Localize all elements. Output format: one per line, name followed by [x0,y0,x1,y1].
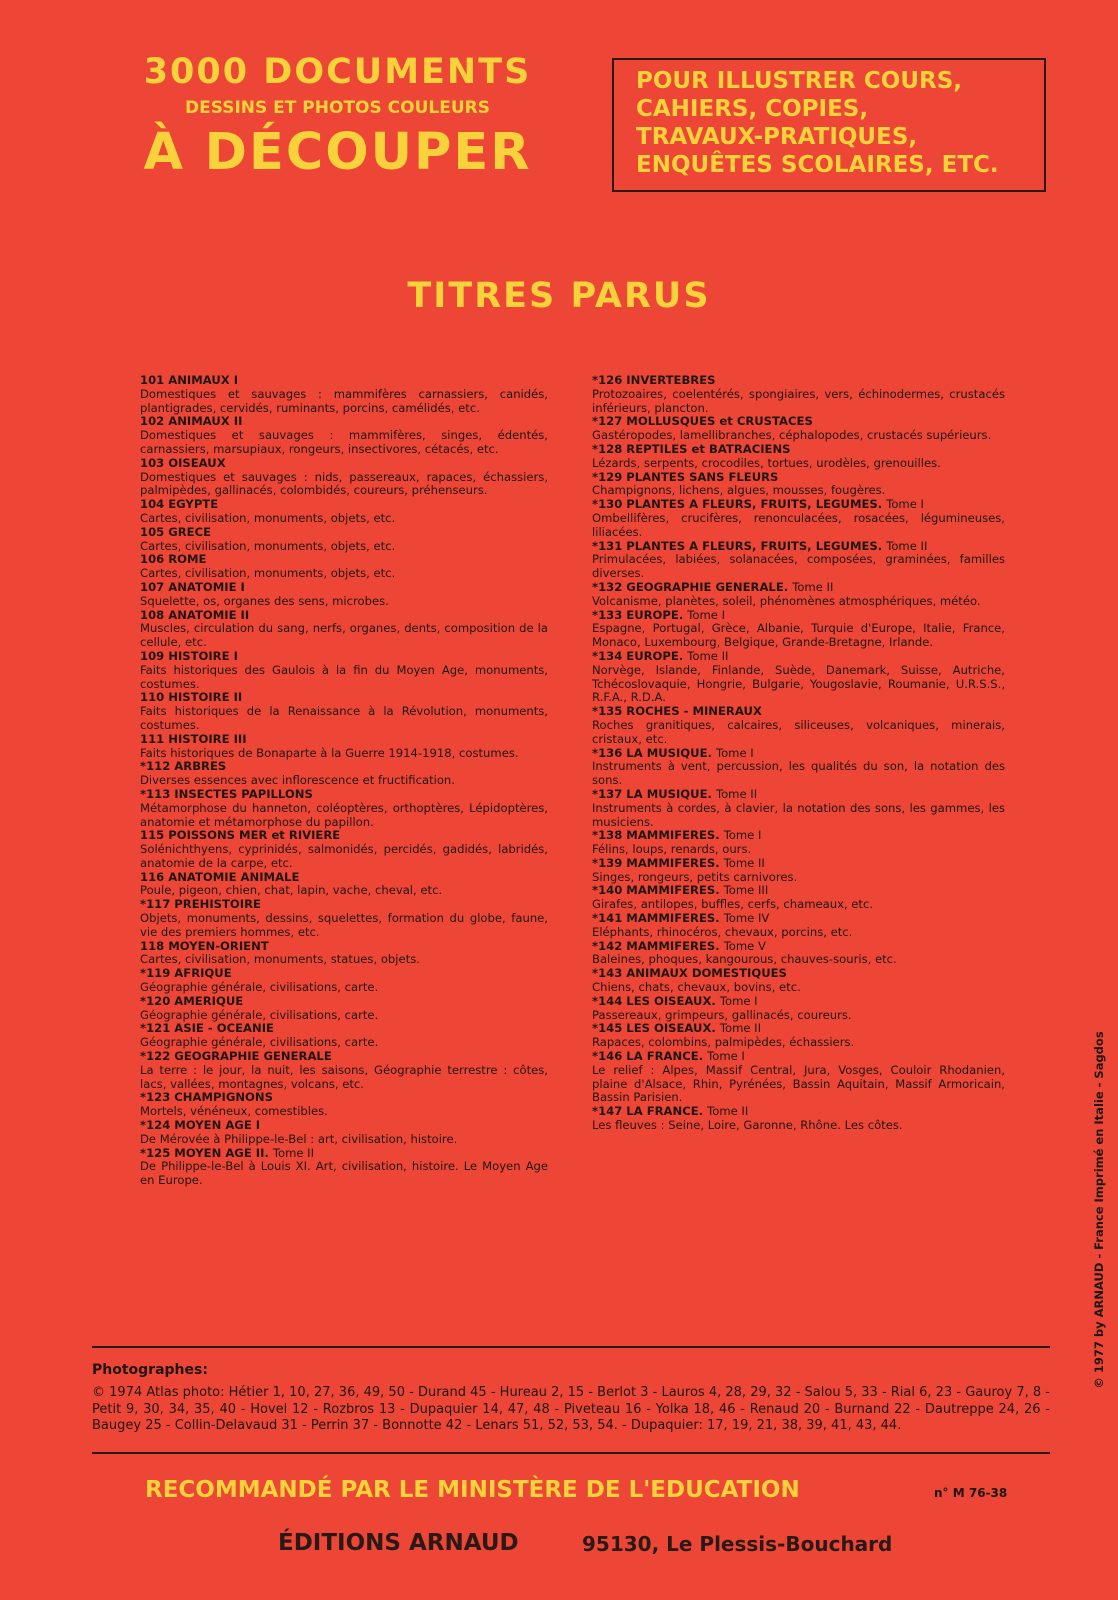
title-entry [140,1050,548,1091]
title-entry-description: Squelette, os, organes des sens, microbes. [140,593,389,608]
title-entry-heading [592,1022,1005,1036]
title-entry-description: Géographie générale, civilisations, carte. [140,1007,379,1022]
title-entry-heading [592,857,1005,871]
title-entry [592,967,1005,995]
title-entry-name: 105 GRECE [140,525,212,539]
title-entry-heading [592,829,1005,843]
title-entry-name: 108 ANATOMIE II [140,608,250,622]
title-entry-description: Volcanisme, planètes, soleil, phénomènes atmosphériques, météo. [592,593,981,608]
title-entry-description: Diverses essences avec inflorescence et fructification. [140,773,455,788]
title-entry [140,581,548,609]
title-entry-description: Métamorphose du hanneton, coléoptères, orthoptères, Lépidoptères, anatomie et métamorphose du papillon. [140,800,548,829]
title-entry [140,457,548,498]
title-entry-name: 110 HISTOIRE II [140,691,243,705]
title-entry [592,498,1005,539]
title-entry [592,374,1005,415]
title-entry [592,415,1005,443]
title-entry [592,1050,1005,1105]
title-entry-description: De Philippe-le-Bel à Louis XI. Art, civilisation, histoire. Le Moyen Age en Europe. [140,1159,548,1188]
title-entry-name: *136 LA MUSIQUE. [592,746,712,760]
title-entry-heading [140,871,548,885]
title-entry-name: *131 PLANTES A FLEURS, FRUITS, LEGUMES. [592,539,883,553]
title-entry-heading [140,1091,548,1105]
title-entry-heading [592,540,1005,554]
photographers-credits: © 1974 Atlas photo: Hétier 1, 10, 27, 36, 49, 50 - Durand 45 - Hureau 2, 15 - Berlot 3 - Lauros 4, 28, 29, 32 - Salou 5, 33 - Rial 6, 23 - Gauroy 7, 8 - Petit 9, 30, 34, 35, 40 - Hovel 12 - Rozbros 13 - Dupaquier 14, 47, 48 - Piveteau 16 - Yolka 18, 46 - Renaud 20 - Burnand 22 - Dautreppe 24, 26 - Baugey 25 - Collin-Delavaud 31 - Perrin 37 - Bonnotte 42 - Lenars 51, 52, 53, 54. - Dupaquier: 17, 19, 21, 38, 39, 41, 43, 44. [92,1385,1050,1433]
title-entry-name: *132 GEOGRAPHIE GENERALE. [592,580,789,594]
title-entry-heading [140,498,548,512]
title-entry-name: *122 GEOGRAPHIE GENERALE [140,1050,332,1064]
title-entry-name: 107 ANATOMIE I [140,580,245,594]
title-entry-description: Faits historiques des Gaulois à la fin du Moyen Age, monuments, costumes. [140,662,548,691]
title-entry-name: *120 AMERIQUE [140,994,244,1008]
titles-right-column [592,374,1005,1133]
title-entry-name: 106 ROME [140,553,207,567]
title-entry-heading [592,884,1005,898]
title-entry-description: Cartes, civilisation, monuments, objets, etc. [140,538,396,553]
title-entry-description: Instruments à cordes, à clavier, la notation des sons, les gammes, les musiciens. [592,800,1005,829]
title-entry-heading [592,498,1005,512]
title-entry-heading [140,553,548,567]
title-entry-name: *125 MOYEN AGE II. [140,1146,269,1160]
title-entry-heading [592,995,1005,1009]
title-entry-description: Primulacées, labiées, solanacées, composées, graminées, familles diverses. [592,552,1005,581]
title-entry-name: *147 LA FRANCE. [592,1105,704,1119]
title-entry-heading [140,1147,548,1161]
title-entry-heading [140,609,548,623]
title-entry-name: 104 EGYPTE [140,498,219,512]
title-entry-description: Lézards, serpents, crocodiles, tortues, urodèles, grenouilles. [592,455,941,470]
title-entry-tome: Tome III [723,884,769,898]
title-entry-name: *138 MAMMIFERES. [592,829,720,843]
title-entry-tome: Tome II [687,649,729,663]
title-entry-name: 115 POISSONS MER et RIVIERE [140,829,341,843]
title-entry [592,829,1005,857]
title-entry-name: *134 EUROPE. [592,649,684,663]
title-entry-description: Domestiques et sauvages : mammifères carnassiers, canidés, plantigrades, cervidés, ruminants, porcins, camélidés, etc. [140,386,548,415]
title-entry [140,609,548,650]
title-entry-description: De Mérovée à Philippe-le-Bel : art, civilisation, histoire. [140,1131,458,1146]
title-entry-description: Chiens, chats, chevaux, bovins, etc. [592,980,801,995]
title-entry-description: Ombellifères, crucifères, renonculacées, rosacées, légumineuses, liliacées. [592,510,1005,539]
title-entry [592,705,1005,746]
title-entry-name: *123 CHAMPIGNONS [140,1091,273,1105]
title-entry-description: Les fleuves : Seine, Loire, Garonne, Rhône. Les côtes. [592,1118,903,1133]
title-entry-tome: Tome I [719,994,758,1008]
title-entry [140,1119,548,1147]
header-title-documents: 3000 DOCUMENTS [143,52,532,92]
title-entry-tome: Tome II [272,1146,315,1160]
title-entry-description: Objets, monuments, dessins, squelettes, formation du globe, faune, vie des premiers hommes, etc. [140,911,548,939]
title-entry-description: Instruments à vent, percussion, les qualités du son, la notation des sons. [592,759,1005,788]
title-entry [140,995,548,1023]
photographers-title: Photographes: [92,1362,208,1378]
title-entry [592,1105,1005,1133]
titles-left-column [140,374,548,1188]
title-entry-description: Roches granitiques, calcaires, siliceuses, volcaniques, minerais, cristaux, etc. [592,717,1005,746]
title-entry-name: *112 ARBRES [140,760,227,774]
title-entry-heading [140,760,548,774]
title-entry-description: Faits historiques de la Renaissance à la Révolution, monuments, costumes. [140,704,548,732]
title-entry [592,471,1005,499]
divider [92,1452,1050,1454]
title-entry-heading [592,609,1005,623]
title-entry-heading [140,1022,548,1036]
title-entry-name: 109 HISTOIRE I [140,649,238,663]
title-entry-name: *145 LES OISEAUX. [592,1022,716,1036]
header-title-decouper: À DÉCOUPER [143,123,532,182]
title-entry-description: Gastéropodes, lamellibranches, céphalopodes, crustacés supérieurs. [592,428,992,443]
header-subtitle: DESSINS ET PHOTOS COULEURS [185,98,490,118]
title-entry [592,884,1005,912]
title-entry-heading [592,705,1005,719]
title-entry-heading [140,733,548,747]
title-entry-name: *124 MOYEN AGE I [140,1119,261,1133]
title-entry [592,857,1005,885]
title-entry-description: Géographie générale, civilisations, carte. [140,980,379,995]
title-entry [140,967,548,995]
recommendation: RECOMMANDÉ PAR LE MINISTÈRE DE L'EDUCATION [145,1477,800,1503]
title-entry [140,940,548,968]
title-entry-heading [140,898,548,912]
title-entry-description: Le relief : Alpes, Massif Central, Jura, Vosges, Couloir Rhodanien, plaine d'Alsace, Rhin, Pyrénées, Bassin Aquitain, Massif Armoricain, Bassin Parisien. [592,1062,1005,1105]
title-entry-tome: Tome I [723,829,762,843]
title-entry-name: *117 PREHISTOIRE [140,898,261,912]
header-box-line: TRAVAUX-PRATIQUES, [636,124,918,150]
title-entry-name: *146 LA FRANCE. [592,1050,704,1064]
title-entry [140,829,548,870]
title-entry-description: Solénichthyens, cyprinidés, salmonidés, percidés, gadidés, labridés, anatomie de la carpe, etc. [140,842,548,870]
title-entry-description: Muscles, circulation du sang, nerfs, organes, dents, composition de la cellule, etc. [140,621,548,650]
title-entry [592,1022,1005,1050]
title-entry-heading [140,967,548,981]
title-entry-heading [592,1105,1005,1119]
title-entry-tome: Tome I [886,498,924,512]
title-entry-heading [140,940,548,954]
title-entry-description: Baleines, phoques, kangourous, chauves-souris, etc. [592,952,897,967]
title-entry [592,788,1005,829]
title-entry-tome: Tome II [886,539,928,553]
publisher-name: ÉDITIONS ARNAUD [278,1530,519,1556]
title-entry-description: Protozoaires, coelentérés, spongiaires, vers, échinodermes, crustacés inférieurs, plancton. [592,386,1005,415]
title-entry-description: Espagne, Portugal, Grèce, Albanie, Turquie d'Europe, Italie, France, Monaco, Luxembourg, Belgique, Grande-Bretagne, Irlande. [592,621,1005,650]
title-entry-tome: Tome V [723,939,766,953]
header-box-line: POUR ILLUSTRER COURS, [636,68,963,94]
title-entry-name: *143 ANIMAUX DOMESTIQUES [592,967,787,981]
reference-number: n° M 76-38 [934,1486,1008,1500]
title-entry-description: Mortels, vénéneux, comestibles. [140,1104,328,1119]
title-entry-name: *130 PLANTES A FLEURS, FRUITS, LEGUMES. [592,498,883,512]
title-entry-name: *126 INVERTEBRES [592,374,716,387]
title-entry-description: Cartes, civilisation, monuments, objets, etc. [140,510,396,525]
title-entry-description: Singes, rongeurs, petits carnivores. [592,869,798,884]
title-entry [592,540,1005,581]
title-entry-name: *141 MAMMIFERES. [592,912,720,926]
title-entry-name: *144 LES OISEAUX. [592,994,716,1008]
title-entry-heading [140,650,548,664]
title-entry-heading [140,581,548,595]
title-entry [140,415,548,456]
title-entry-heading [592,747,1005,761]
title-entry-tome: Tome II [792,580,834,594]
title-entry-name: *129 PLANTES SANS FLEURS [592,470,779,484]
title-entry-name: 118 MOYEN-ORIENT [140,939,269,953]
title-entry [140,1147,548,1188]
title-entry-tome: Tome II [715,787,758,801]
title-entry-heading [140,1119,548,1133]
title-entry-description: Faits historiques de Bonaparte à la Guerre 1914-1918, costumes. [140,745,519,760]
title-entry [140,498,548,526]
title-entry-tome: Tome I [687,608,726,622]
title-entry-description: Domestiques et sauvages : mammifères, singes, édentés, carnassiers, marsupiaux, rongeurs, insectivores, cétacés, etc. [140,428,548,456]
title-entry-heading [592,581,1005,595]
title-entry-name: *133 EUROPE. [592,608,684,622]
title-entry-heading [592,912,1005,926]
title-entry [140,898,548,939]
title-entry [592,912,1005,940]
title-entry-heading [592,650,1005,664]
title-entry-heading [140,457,548,471]
title-entry-heading [140,415,548,429]
title-entry [592,609,1005,650]
title-entry-heading [140,691,548,705]
title-entry-name: *135 ROCHES - MINERAUX [592,705,762,719]
title-entry-description: Cartes, civilisation, monuments, objets, etc. [140,566,396,581]
title-entry-heading [592,788,1005,802]
title-entry-heading [592,967,1005,981]
title-entry-description: Rapaces, colombins, palmipèdes, échassiers. [592,1035,855,1050]
header-box-line: CAHIERS, COPIES, [636,96,869,122]
title-entry-tome: Tome I [707,1050,745,1064]
publisher-address: 95130, Le Plessis-Bouchard [582,1532,893,1556]
title-entry-name: 111 HISTOIRE III [140,732,247,746]
title-entry-description: La terre : le jour, la nuit, les saisons, Géographie terrestre : côtes, lacs, vallées, montagnes, volcans, etc. [140,1062,548,1091]
title-entry-heading [592,443,1005,457]
title-entry-description: Poule, pigeon, chien, chat, lapin, vache, cheval, etc. [140,883,443,898]
divider [92,1346,1050,1348]
title-entry-name: *140 MAMMIFERES. [592,884,720,898]
header-box [612,58,1046,192]
title-entry-name: 101 ANIMAUX I [140,374,239,387]
title-entry-description: Domestiques et sauvages : nids, passereaux, rapaces, échassiers, palmipèdes, gallinacés, colombidés, coureurs, préhenseurs. [140,469,548,498]
title-entry-heading [140,374,548,388]
title-entry [140,1091,548,1119]
title-entry-description: Félins, loups, renards, ours. [592,842,752,857]
title-entry-tome: Tome II [723,856,765,870]
title-entry-heading [592,940,1005,954]
title-entry-name: 102 ANIMAUX II [140,415,243,429]
title-entry-name: *137 LA MUSIQUE. [592,787,712,801]
title-entry [140,760,548,788]
title-entry-heading [140,829,548,843]
section-title: TITRES PARUS [407,276,711,316]
title-entry [140,788,548,829]
title-entry-tome: Tome I [715,746,754,760]
title-entry-heading [140,995,548,1009]
title-entry [140,374,548,415]
title-entry-name: 116 ANATOMIE ANIMALE [140,870,300,884]
title-entry-heading [592,1050,1005,1064]
title-entry-tome: Tome IV [723,912,770,926]
title-entry [140,871,548,899]
title-entry-name: *128 REPTILES et BATRACIENS [592,442,791,456]
title-entry-description: Girafes, antilopes, buffles, cerfs, chameaux, etc. [592,897,874,912]
title-entry-heading [140,788,548,802]
title-entry [592,581,1005,609]
title-entry-tome: Tome II [719,1022,762,1036]
title-entry [140,526,548,554]
title-entry-heading [592,415,1005,429]
title-entry-description: Géographie générale, civilisations, carte. [140,1035,379,1050]
title-entry-tome: Tome II [707,1105,749,1119]
title-entry [140,553,548,581]
header-left [110,50,565,184]
copyright-vertical: © 1977 by ARNAUD - France Imprimé en Italie - Sagdos [1092,1031,1106,1389]
title-entry-name: *113 INSECTES PAPILLONS [140,787,313,801]
title-entry-heading [592,374,1005,388]
title-entry-description: Cartes, civilisation, monuments, statues, objets. [140,952,420,967]
title-entry [140,733,548,761]
title-entry-description: Passereaux, grimpeurs, gallinacés, coureurs. [592,1007,852,1022]
title-entry-heading [140,526,548,540]
title-entry [140,650,548,691]
title-entry-heading [592,471,1005,485]
title-entry [592,747,1005,788]
title-entry-name: *121 ASIE - OCEANIE [140,1022,274,1036]
title-entry-name: 103 OISEAUX [140,456,226,470]
title-entry-name: *142 MAMMIFERES. [592,939,720,953]
title-entry-description: Norvège, Islande, Finlande, Suède, Danemark, Suisse, Autriche, Tchécoslovaquie, Hongrie, Bulgarie, Yougoslavie, Roumanie, U.R.S.S., R.F.A., R.D.A. [592,662,1005,705]
title-entry [592,995,1005,1023]
title-entry [592,443,1005,471]
title-entry-name: *119 AFRIQUE [140,967,232,981]
title-entry-heading [140,1050,548,1064]
title-entry-description: Eléphants, rhinocéros, chevaux, porcins, etc. [592,924,853,939]
title-entry-name: *139 MAMMIFERES. [592,856,720,870]
title-entry [140,1022,548,1050]
title-entry-description: Champignons, lichens, algues, mousses, fougères. [592,483,886,498]
title-entry [592,650,1005,705]
title-entry [592,940,1005,968]
title-entry-name: *127 MOLLUSQUES et CRUSTACES [592,415,813,429]
title-entry [140,691,548,732]
header-box-line: ENQUÊTES SCOLAIRES, ETC. [636,152,999,178]
